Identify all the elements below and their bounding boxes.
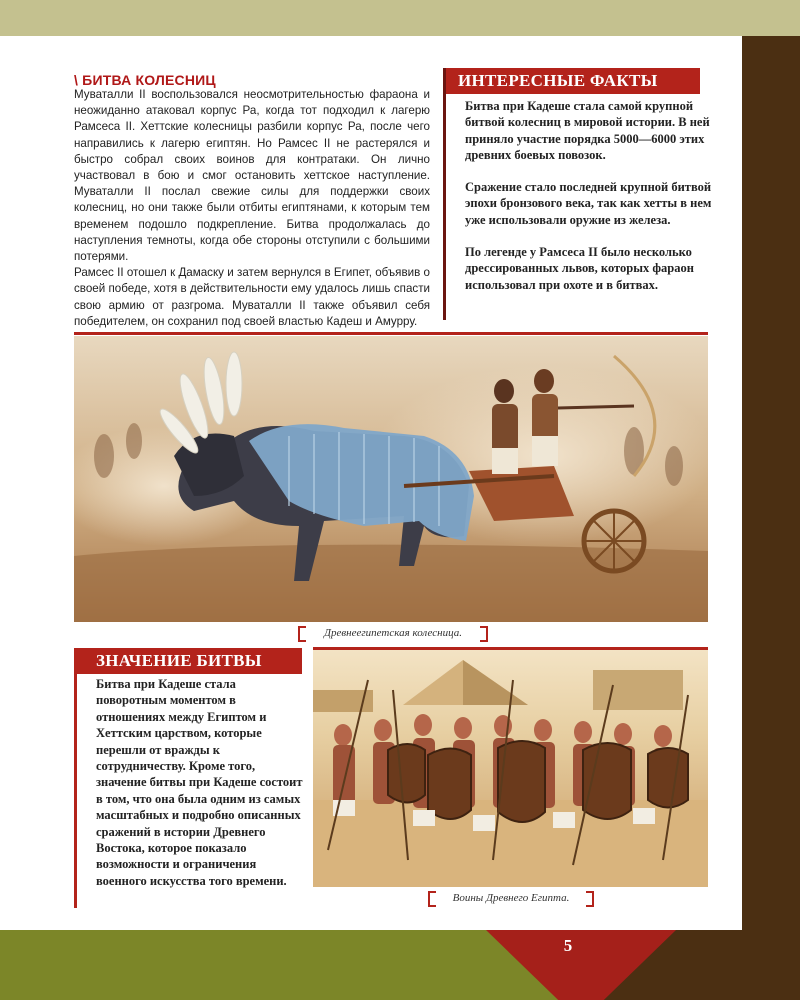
image-top-rule [74,332,708,335]
fact-2: Сражение стало последней крупной битвой эпохи бронзового века, так как хетты в нем уже использовали оружие из железа. [465,180,712,227]
caption2-bracket-left [428,891,436,907]
page-number: 5 [563,936,573,955]
facts-side-line [443,94,446,320]
warriors-caption [428,889,594,907]
battle-section-text [74,87,430,330]
facts-text [465,98,727,309]
fact-3: По легенде у Рамсеса II было несколько дрессированных львов, которых фараон использовал при охоте и в битвах. [465,245,694,292]
caption-bracket-right [480,626,488,642]
caption-bracket-left [298,626,306,642]
caption2-bracket-right [586,891,594,907]
facts-header [443,68,700,94]
chariot-caption-text: Древнеегипетская колесница. [324,627,462,639]
chariot-illustration [74,336,708,622]
warriors-caption-text: Воины Древнего Египта. [452,892,570,904]
significance-side-line [74,674,77,908]
battle-paragraph-2: Рамсес II отошел к Дамаску и затем вернулся в Египет, объявив о своей победе, хотя в действительности ему удалось лишь спасти свою армию от разгрома. Муваталли II также объявил себя победителем, он сохранил под своей властью Кадеш и Амурру. [74,266,430,328]
fact-1: Битва при Кадеше стала самой крупной битвой колесниц в мировой истории. В ней приняло участие порядка 5000—6000 этих древних боевых повозок. [465,99,710,162]
battle-section-title: \ БИТВА КОЛЕСНИЦ [74,72,216,88]
significance-text: Битва при Кадеше стала поворотным моментом в отношениях между Египтом и Хеттским царством, которые перешли от вражды к сотрудничеству. Кроме того, значение битвы при Кадеше состоит в том, что она была одним из самых масштабных и подробно описанных сражений в истории Древнего Востока, которое показало возможности и ограничения военного искусства того времени. [96,677,303,888]
warriors-illustration [313,650,708,887]
significance-title: ЗНАЧЕНИЕ БИТВЫ [96,651,262,670]
facts-title: ИНТЕРЕСНЫЕ ФАКТЫ [458,71,658,90]
significance-header [74,648,302,674]
battle-paragraph-1: Муваталли II воспользовался неосмотрительностью фараона и неожиданно атаковал корпус Ра, когда тот подходил к лагерю Рамсеса II. Хеттские колесницы разбили корпус Ра, после чего направились к лагерю египтян. Но Рамсес II не растерялся и быстро собрал своих воинов для контратаки. Он лично участвовал в бою и смог остановить хеттское наступление. Муваталли II послал свежие силы для поддержки своих колесниц, но они также были отбиты египтянами, к которым тем временем подошло подкрепление. Битва продолжалась до наступления темноты, когда обе стороны отступили с большими потерями. [74,88,430,264]
chariot-caption [298,624,488,642]
right-decorative-band [742,36,800,930]
top-decorative-band [0,0,800,36]
